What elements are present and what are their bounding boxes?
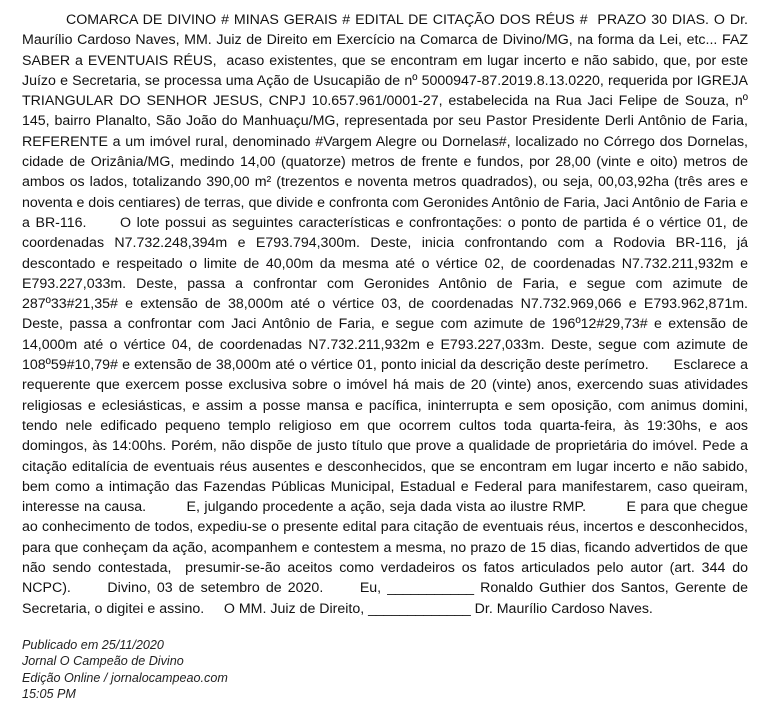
edital-body-text: COMARCA DE DIVINO # MINAS GERAIS # EDITAL DE CITAÇÃO DOS RÉUS # PRAZO 30 DIAS. O Dr. Maurílio Cardoso Naves, MM. Juiz de Direito em Exercício na Comarca de Divino/MG, na forma da Lei, etc... FAZ SABER a EVENTUAIS RÉUS, acaso existentes, que se encontram em lugar incerto e não sabido, que, por este Juízo e Secretaria, se processa uma Ação de Usucapião de nº 5000947-87.2019.8.13.0220, requerida por IGREJA TRIANGULAR DO SENHOR JESUS, CNPJ 10.657.961/0001-27, estabelecida na Rua Jaci Felipe de Souza, nº 145, bairro Planalto, São João do Manhuaçu/MG, representada por seu Pastor Presidente Derli Antônio de Faria, REFERENTE a um imóvel rural, denominado #Vargem Alegre ou Dornelas#, localizado no Córrego dos Dornelas, cidade de Orizânia/MG, medindo 14,00 (quatorze) metros de frente e fundos, por 28,00 (vinte e oito) metros de ambos os lados, totalizando 390,00 m² (trezentos e noventa metros quadrados), ou seja, 00,03,92ha (três ares e noventa e dois centiares) de terras, que divide e confronta com Geronides Antônio de Faria, Jaci Antônio de Faria e a BR-116. O lote possui as seguintes características e confrontações: o ponto de partida é o vértice 01, de coordenadas N7.732.248,394m e E793.794,300m. Deste, inicia confrontando com a Rodovia BR-116, já descontado e respeitado o limite de 40,00m da mesma até o vértice 02, de coordenadas N7.732.211,932m e E793.227,033m. Deste, passa a confrontar com Geronides Antônio de Faria, e segue com azimute de 287º33#21,35# e extensão de 38,000m até o vértice 03, de coordenadas N7.732.969,066 e E793.962,871m. Deste, passa a confrontar com Jaci Antônio de Faria, e segue com azimute de 196º12#29,73# e extensão de 14,000m até o vértice 04, de coordenadas N7.732.211,932m e E793.227,033m. Deste, segue com azimute de 108º59#10,79# e extensão de 38,000m até o vértice 01, ponto inicial da descrição deste perímetro. Esclarece a requerente que exercem posse exclusiva sobre o imóvel há mais de 20 (vinte) anos, exercendo suas atividades religiosas e eclesiásticas, e assim a posse mansa e pacífica, ininterrupta e sem oposição, com animus domini, tendo nele edificado pequeno templo religioso em que ocorrem cultos toda quarta-feira, às 19:30hs, e aos domingos, às 14:00hs. Porém, não dispõe de justo título que prove a qualidade de proprietária do imóvel. Pede a citação editalícia de eventuais réus ausentes e desconhecidos, que se encontram em lugar incerto e não sabido, bem como a intimação das Fazendas Públicas Municipal, Estadual e Federal para manifestarem, caso queiram, interesse na causa. E, julgando procedente a ação, seja dada vista ao ilustre RMP. E para que chegue ao conhecimento de todos, expediu-se o presente edital para citação de eventuais réus, incertos e desconhecidos, para que conheçam da ação, acompanhem e contestem a mesma, no prazo de 15 dias, ficando advertidos de que não sendo contestada, presumir-se-ão aceitos como verdadeiros os fatos articulados pelo autor (art. 344 do NCPC). Divino, 03 de setembro de 2020. Eu, ___________ Ronaldo Guthier dos Santos, Gerente de Secretaria, o digitei e assino. O MM. Juiz de Direito, _____________ Dr. Maurílio Cardoso Naves. xyxy=(22,12,752,617)
published-time: 15:05 PM xyxy=(22,687,76,702)
edition-online: Edição Online / jornalocampeao.com xyxy=(22,670,228,685)
published-date: Publicado em 25/11/2020 xyxy=(22,638,164,652)
publication-footer xyxy=(22,637,228,703)
newspaper-name: Jornal O Campeão de Divino xyxy=(22,654,184,669)
